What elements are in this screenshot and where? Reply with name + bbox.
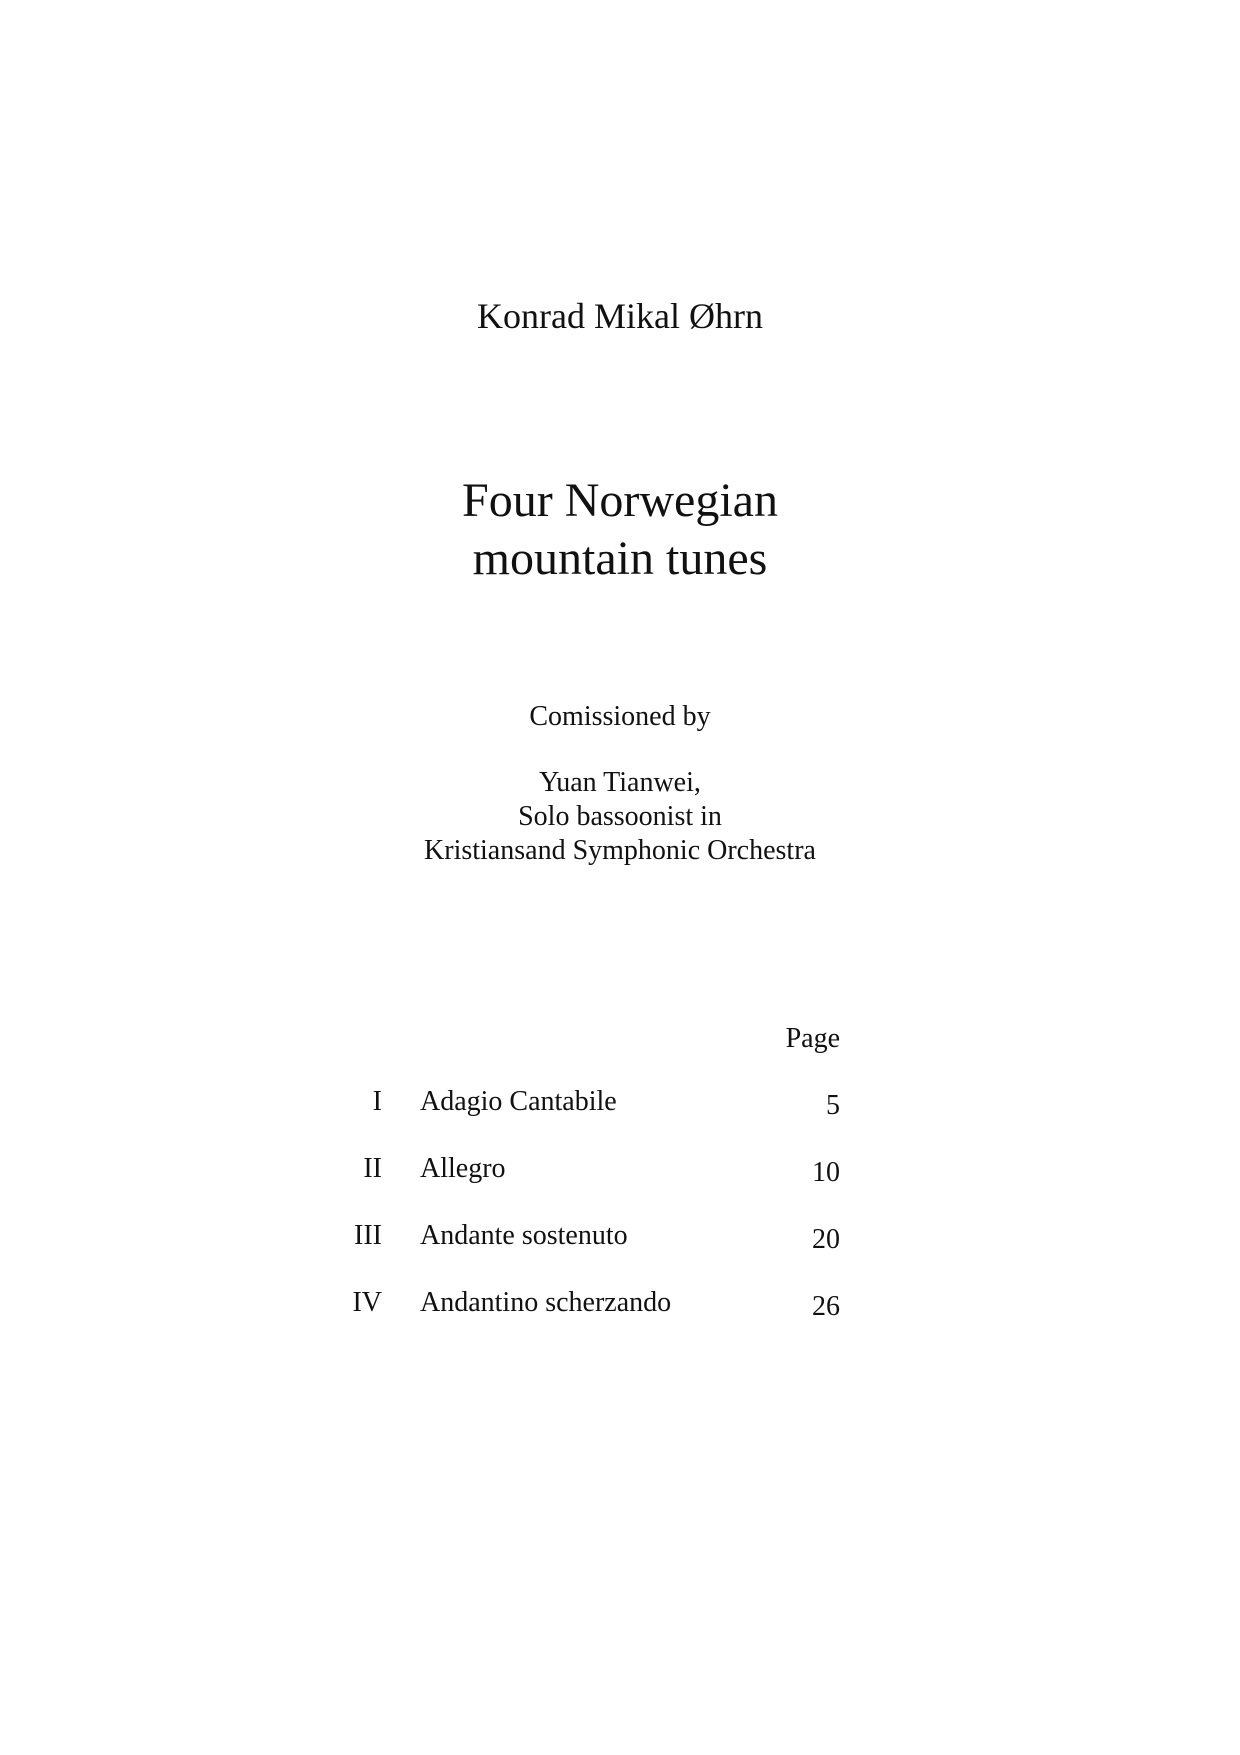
movement-name: Andante sostenuto — [420, 1220, 628, 1251]
work-title-line-1: Four Norwegian — [462, 474, 778, 527]
movement-page: 20 — [812, 1224, 840, 1255]
composer-name: Konrad Mikal Øhrn — [477, 296, 763, 336]
movement-name: Andantino scherzando — [420, 1287, 672, 1318]
movement-page: 5 — [826, 1090, 840, 1121]
commission-details — [0, 766, 1240, 868]
commission-line: Yuan Tianwei, — [539, 767, 701, 798]
commission-line: Kristiansand Symphonic Orchestra — [424, 835, 816, 866]
work-title-line-2: mountain tunes — [472, 532, 768, 585]
movement-name: Adagio Cantabile — [420, 1086, 617, 1117]
movement-name: Allegro — [420, 1153, 506, 1184]
movement-numeral: III — [354, 1220, 382, 1251]
toc-page-column-header: Page — [785, 1023, 840, 1054]
movement-numeral: IV — [352, 1287, 382, 1318]
work-title — [0, 472, 1240, 588]
movement-numeral: II — [363, 1153, 382, 1184]
toc-header — [340, 1022, 840, 1062]
movement-page: 26 — [812, 1291, 840, 1322]
toc-row-movement-1 — [340, 1085, 840, 1152]
toc-row-movement-3 — [340, 1219, 840, 1286]
movement-numeral: I — [372, 1086, 382, 1117]
movement-page: 10 — [812, 1157, 840, 1188]
table-of-contents — [340, 1022, 840, 1353]
toc-rows — [340, 1085, 840, 1353]
commission-line: Solo bassoonist in — [518, 801, 722, 832]
commission-label: Comissioned by — [529, 701, 711, 732]
toc-row-movement-2 — [340, 1152, 840, 1219]
toc-row-movement-4 — [340, 1286, 840, 1353]
